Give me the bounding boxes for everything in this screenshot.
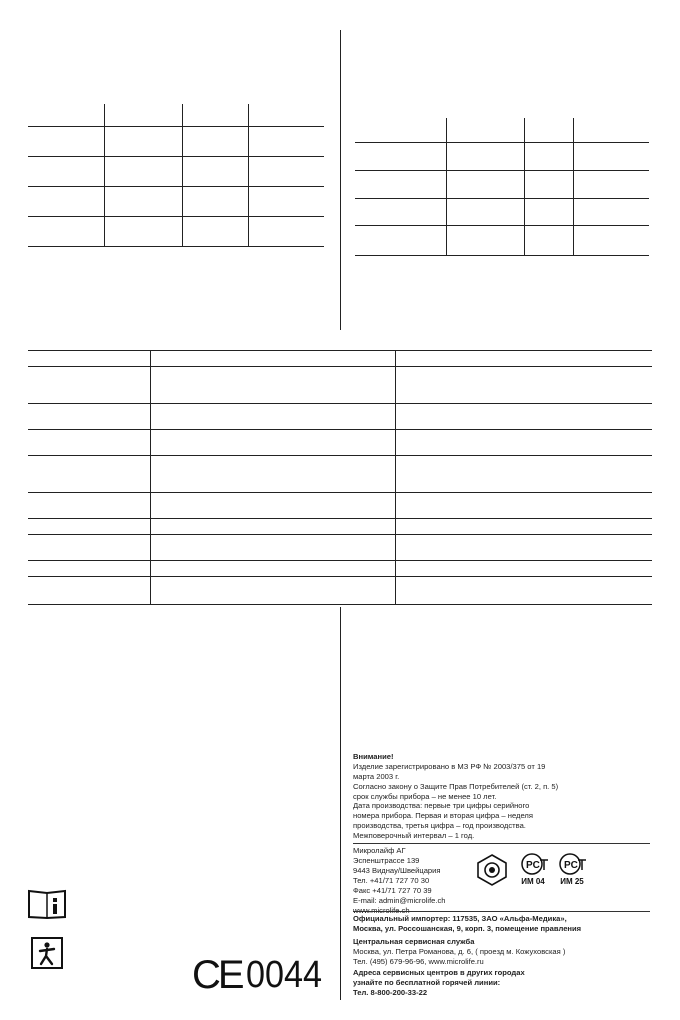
notice-registration-1: Изделие зарегистрировано в МЗ РФ № 2003/375 от 19 <box>353 762 546 771</box>
manufacturer-block <box>353 846 483 916</box>
service-block <box>353 937 653 967</box>
hotline-line-1: Адреса сервисных центров в других городах <box>353 968 525 977</box>
hotline-line-2: узнайте по бесплатной горячей линии: <box>353 978 501 987</box>
production-date-line-2: номера прибора. Первая и вторая цифра – неделя <box>353 811 533 820</box>
production-date-block <box>353 801 653 841</box>
eac-cert-icon <box>475 853 509 887</box>
cert-mark-label-2: ИМ 25 <box>560 877 584 886</box>
service-line-1: Москва, ул. Петра Романова, д. 6, ( проезд м. Кожуховская ) <box>353 947 566 956</box>
ce-symbol: CE <box>192 953 242 997</box>
notice-service-life-2: срок службы прибора – не менее 10 лет. <box>353 792 497 801</box>
notice-service-life-1: Согласно закону о Защите Прав Потребителей (ст. 2, п. 5) <box>353 782 559 791</box>
production-date-line-3: производства, третья цифра – год производства. <box>353 821 526 830</box>
instructions-manual-icon <box>27 887 67 919</box>
notice-block <box>353 752 653 802</box>
manufacturer-line-5: Факс +41/71 727 70 39 <box>353 886 432 895</box>
importer-line-1: Официальный импортер: 117535, ЗАО «Альфа-Медика», <box>353 914 567 923</box>
production-date-line-1: Дата производства: первые три цифры серийного <box>353 801 530 810</box>
column-divider-top <box>340 30 341 330</box>
cert-mark-label-1: ИМ 04 <box>521 877 545 886</box>
ce-marking <box>192 955 330 995</box>
svg-text:PC: PC <box>526 860 540 871</box>
separator-1 <box>353 843 650 844</box>
notice-registration-2: марта 2003 г. <box>353 772 400 781</box>
hotline-line-3: Тел. 8-800-200-33-22 <box>353 988 428 997</box>
importer-block <box>353 914 653 934</box>
manufacturer-line-1: Микролайф АГ <box>353 846 406 855</box>
type-bf-applied-part-icon <box>30 936 64 970</box>
service-line-2: Тел. (495) 679-96-96, www.microlife.ru <box>353 957 484 966</box>
service-heading: Центральная сервисная служба <box>353 937 475 946</box>
manufacturer-line-3: 9443 Виднау/Швейцария <box>353 866 441 875</box>
hotline-block <box>353 968 653 998</box>
rst-cert-icon-1 <box>520 852 550 876</box>
separator-2 <box>353 911 650 912</box>
production-date-line-4: Межповерочный интервал – 1 год. <box>353 831 475 840</box>
importer-line-2: Москва, ул. Россошанская, 9, корп. 3, помещение правления <box>353 924 582 933</box>
rst-cert-icon-2 <box>558 852 588 876</box>
manufacturer-line-6: E-mail: admin@microlife.ch <box>353 896 446 905</box>
notice-heading: Внимание! <box>353 752 394 761</box>
column-divider-bottom <box>340 607 341 1000</box>
manufacturer-line-2: Эспенштрассе 139 <box>353 856 420 865</box>
svg-text:PC: PC <box>564 860 578 871</box>
notified-body-number: 0044 <box>245 954 322 996</box>
manufacturer-line-4: Тел. +41/71 727 70 30 <box>353 876 430 885</box>
